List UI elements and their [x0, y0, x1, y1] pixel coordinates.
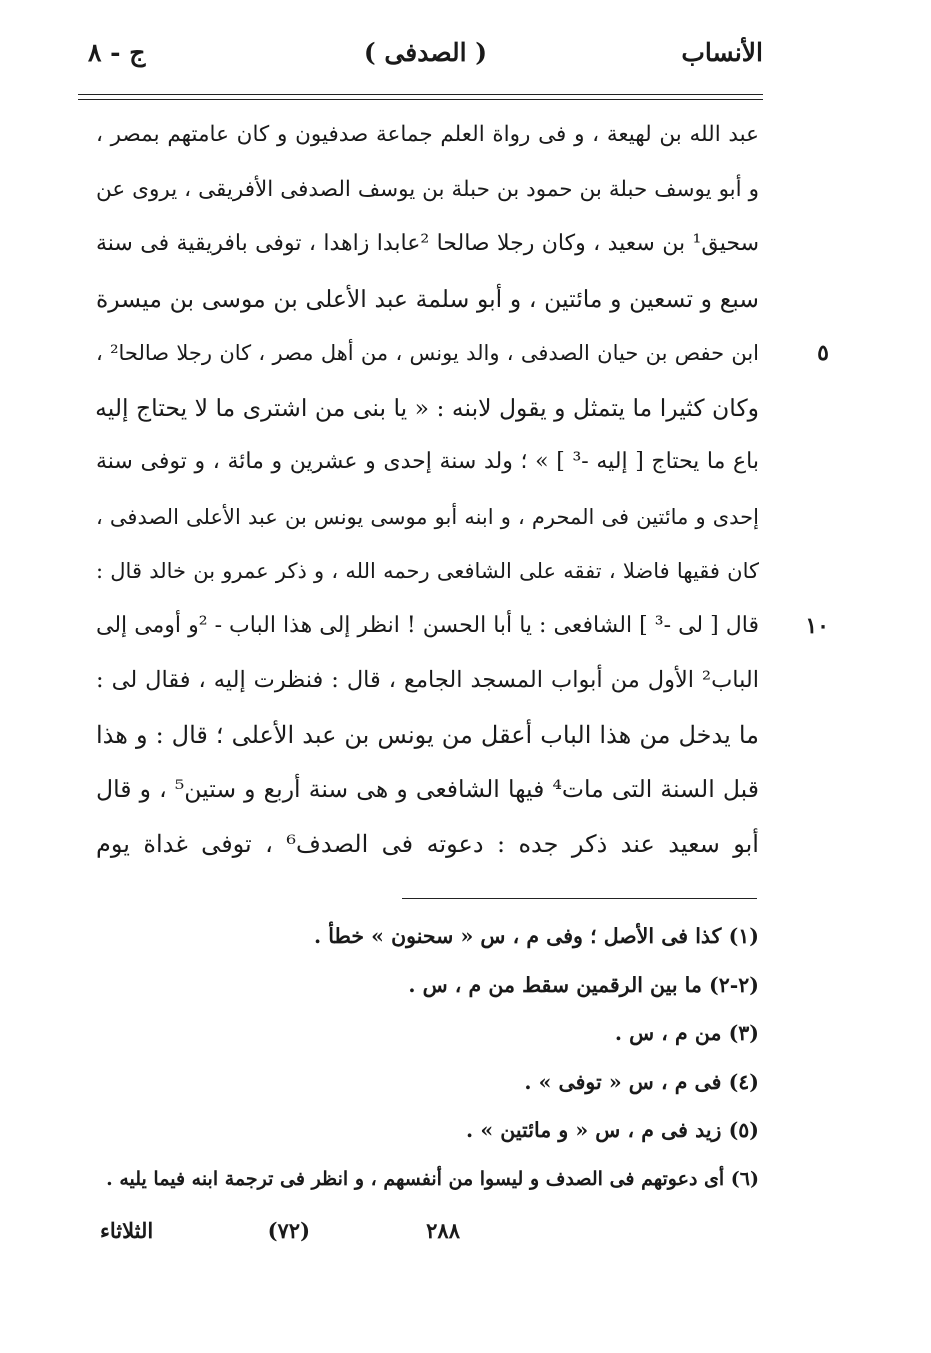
- body-line: [96, 762, 759, 817]
- body-line: [96, 108, 759, 163]
- body-line: [96, 708, 759, 763]
- body-line-text: أبو سعيد عند ذكر جده : دعوته فى الصدف⁶ ، توفى غداة يوم: [96, 829, 759, 858]
- body-line: [96, 381, 759, 436]
- header-rule-top: [78, 94, 763, 95]
- body-line-text: كان فقيها فاضلا ، تفقه على الشافعى رحمه الله ، و ذكر عمرو بن خالد قال :: [96, 559, 759, 583]
- signature-mark: (٧٢): [267, 1218, 310, 1243]
- body-line-text: سحيق¹ بن سعيد ، وكان رجلا صالحا ²عابدا زاهدا ، توفى بافريقية فى سنة: [96, 231, 759, 256]
- body-line-text: قبل السنة التى مات⁴ فيها الشافعى و هى سنة أربع و ستين⁵ ، و قال: [96, 775, 760, 803]
- footnotes: [96, 912, 759, 1203]
- body-line-text: الباب² الأول من أبواب المسجد الجامع ، قال : فنظرت إليه ، فقال لى :: [96, 667, 759, 693]
- header-volume: ج - ٨: [88, 38, 146, 67]
- line-number: ٥: [817, 340, 829, 366]
- body-line: [96, 599, 829, 654]
- body-line: [96, 435, 759, 490]
- body-line-text: و أبو يوسف حبلة بن حمود بن حبلة بن يوسف الصدفى الأفريقى ، يروى عن: [96, 176, 759, 202]
- body-line: [96, 817, 759, 872]
- body-line-text: ابن حفص بن حيان الصدفى ، والد يونس ، من أهل مصر ، كان رجلا صالحا² ،: [96, 341, 760, 365]
- body-line-text: وكان كثيرا ما يتمثل و يقول لابنه : « يا بنى من اشترى ما لا يحتاج إليه: [95, 393, 759, 422]
- catchword: الثلاثاء: [100, 1218, 154, 1243]
- footnote: (٤) فى م ، س « توفى » .: [524, 1069, 759, 1094]
- footnote: (٢-٢) ما بين الرقمين سقط من م ، س .: [408, 972, 759, 997]
- line-number: ١٠: [805, 612, 829, 639]
- body-line: [96, 490, 759, 545]
- body-line: [96, 272, 759, 327]
- body-line-text: ما يدخل من هذا الباب أعقل من يونس بن عبد الأعلى ؛ قال : و هذا: [96, 720, 759, 749]
- footnote: (٦) أى دعوتهم فى الصدف و ليسوا من أنفسهم ، و انظر فى ترجمة ابنه فيما يليه .: [106, 1167, 759, 1190]
- footnote: (٥) زيد فى م ، س « و مائتين » .: [466, 1118, 759, 1142]
- footnote: (٣) من م ، س .: [614, 1021, 759, 1045]
- body-line-text: عبد الله بن لهيعة ، و فى رواة العلم جماعة صدفيون و كان عامتهم بمصر ،: [96, 122, 759, 147]
- body-line-text: قال [ لى -³ ] الشافعى : يا أبا الحسن ! انظر إلى هذا الباب - ²و أومى إلى: [96, 612, 760, 638]
- body-text: [95, 108, 829, 871]
- running-header: [88, 38, 763, 82]
- body-line: [96, 163, 759, 218]
- footnote: (١) كذا فى الأصل ؛ وفى م ، س « سحنون » خطأ .: [314, 924, 759, 948]
- body-line: [96, 653, 759, 708]
- header-entry-title: ( الصدفى ): [363, 38, 488, 67]
- body-line-text: إحدى و مائتين فى المحرم ، و ابنه أبو موسى يونس بن عبد الأعلى الصدفى ،: [96, 504, 759, 529]
- body-line: [96, 326, 829, 381]
- body-line: [96, 217, 759, 272]
- body-line: [96, 544, 759, 599]
- page-number: ٢٨٨: [426, 1218, 460, 1243]
- footnote-rule: [402, 898, 757, 899]
- body-line-text: سبع و تسعين و مائتين ، و أبو سلمة عبد الأعلى بن موسى بن ميسرة: [96, 284, 759, 313]
- page-footer: [100, 1218, 460, 1258]
- header-book-title: الأنساب: [681, 38, 763, 67]
- body-line-text: باع ما يحتاج [ إليه -³ ] » ؛ ولد سنة إحدى و عشرين و مائة ، و توفى سنة: [96, 449, 759, 474]
- header-rule-bottom: [78, 99, 763, 100]
